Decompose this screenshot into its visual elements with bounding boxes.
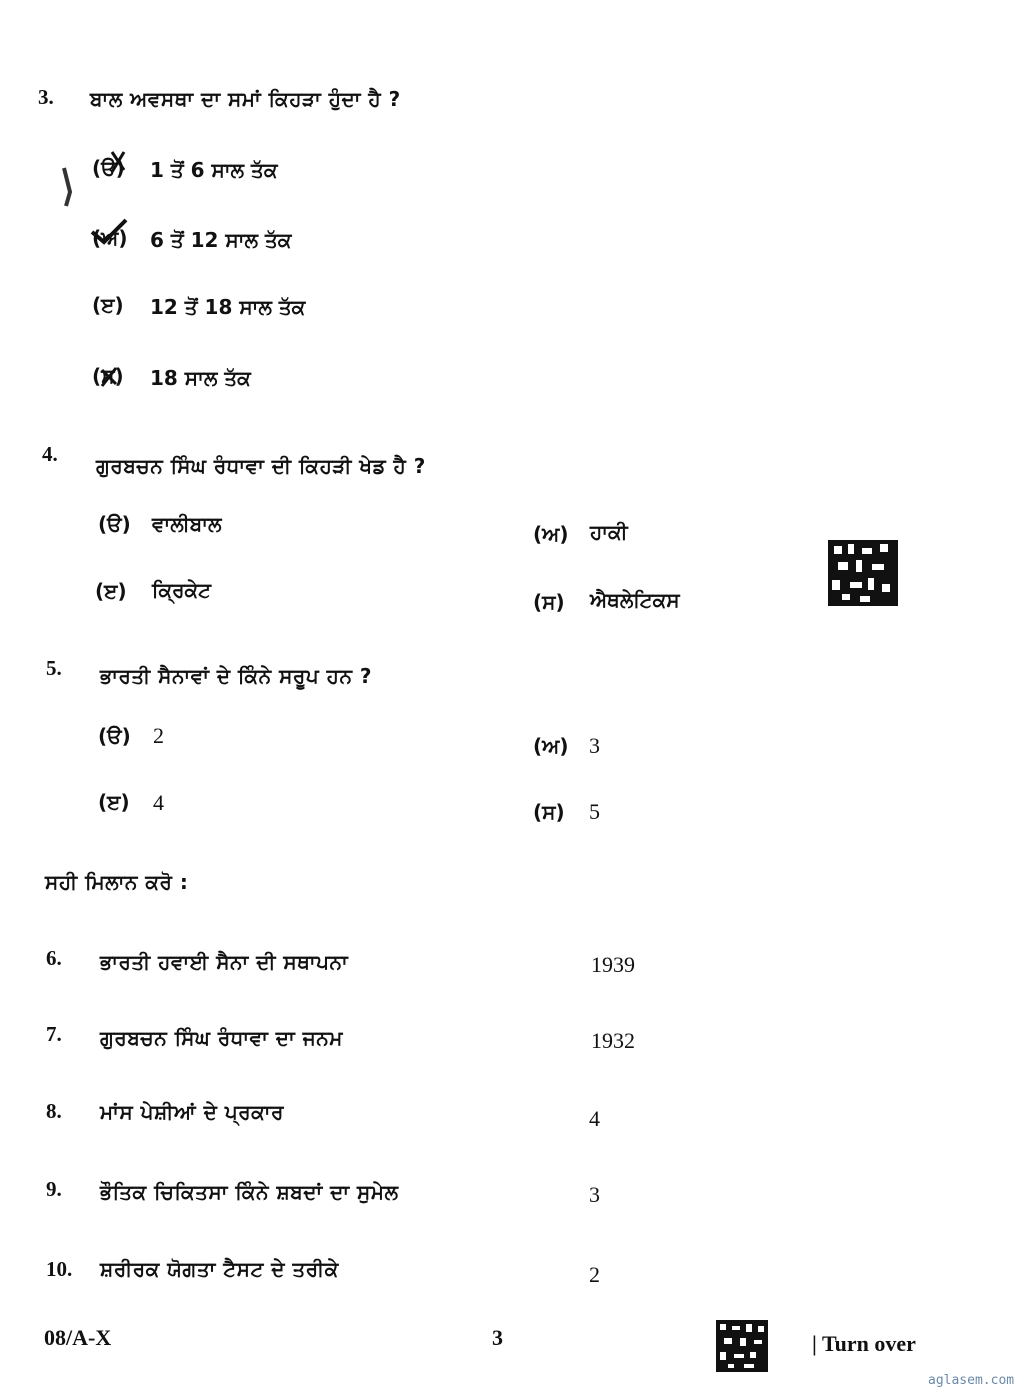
footer-datamatrix-code	[716, 1320, 768, 1372]
option-text: 4	[153, 790, 164, 815]
option-text: 2	[153, 723, 164, 748]
paper-code: 08/A-X	[44, 1325, 112, 1350]
match-answer: 2	[589, 1262, 600, 1287]
match-number: 9.	[46, 1177, 62, 1201]
option-text: ਵਾਲੀਬਾਲ	[152, 512, 222, 536]
section-heading: ਸਹੀ ਮਿਲਾਨ ਕਰੋ :	[45, 870, 189, 894]
option-label: (ਸ)	[533, 590, 565, 614]
option-label: (ੳ)	[92, 156, 125, 180]
match-answer: 4	[589, 1106, 600, 1131]
option-label: (ੳ)	[98, 724, 131, 748]
watermark: aglasem.com	[928, 1373, 1015, 1388]
match-text: ਗੁਰਬਚਨ ਸਿੰਘ ਰੰਧਾਵਾ ਦਾ ਜਨਮ	[100, 1026, 343, 1050]
match-number: 6.	[46, 946, 62, 970]
option-text: 3	[589, 733, 600, 758]
option-text: ਐਥਲੇਟਿਕਸ	[590, 588, 680, 612]
question-number: 4.	[42, 442, 58, 466]
question-text: ਗੁਰਬਚਨ ਸਿੰਘ ਰੰਧਾਵਾ ਦੀ ਕਿਹੜੀ ਖੇਡ ਹੈ ?	[96, 454, 426, 478]
option-label: (ਅ)	[533, 522, 569, 546]
match-text: ਸ਼ਰੀਰਕ ਯੋਗਤਾ ਟੈਸਟ ਦੇ ਤਰੀਕੇ	[100, 1257, 339, 1281]
match-number: 7.	[46, 1022, 62, 1046]
datamatrix-code	[828, 540, 898, 606]
option-label: (ੲ)	[92, 293, 124, 317]
option-label: (ਅ)	[533, 734, 569, 758]
option-text: 5	[589, 799, 600, 824]
match-number: 8.	[46, 1099, 62, 1123]
handwritten-marks	[52, 148, 142, 418]
option-text: 1 ਤੋਂ 6 ਸਾਲ ਤੱਕ	[150, 158, 278, 182]
option-text: 12 ਤੋਂ 18 ਸਾਲ ਤੱਕ	[150, 295, 306, 319]
match-answer: 1932	[591, 1028, 635, 1053]
match-answer: 3	[589, 1182, 600, 1207]
option-label: (ੲ)	[95, 579, 127, 603]
option-label: (ੲ)	[98, 790, 130, 814]
option-label: (ਸ)	[533, 800, 565, 824]
match-text: ਮਾਂਸ ਪੇਸ਼ੀਆਂ ਦੇ ਪ੍ਰਕਾਰ	[100, 1100, 284, 1124]
match-number: 10.	[46, 1257, 73, 1281]
page-number: 3	[492, 1325, 503, 1350]
match-answer: 1939	[591, 952, 635, 977]
question-number: 5.	[46, 656, 62, 680]
option-label: (ੳ)	[98, 512, 131, 536]
question-number: 3.	[38, 85, 54, 109]
option-text: ਹਾਕੀ	[590, 520, 628, 544]
option-text: 6 ਤੋਂ 12 ਸਾਲ ਤੱਕ	[150, 228, 292, 252]
match-text: ਭੌਤਿਕ ਚਿਕਿਤਸਾ ਕਿੰਨੇ ਸ਼ਬਦਾਂ ਦਾ ਸੁਮੇਲ	[100, 1180, 399, 1204]
option-label: (ਅ)	[92, 226, 128, 250]
question-text: ਭਾਰਤੀ ਸੈਨਾਵਾਂ ਦੇ ਕਿੰਨੇ ਸਰੂਪ ਹਨ ?	[100, 664, 373, 688]
option-label: (ਸ)	[92, 364, 124, 388]
option-text: ਕ੍ਰਿਕੇਟ	[152, 578, 211, 602]
question-text: ਬਾਲ ਅਵਸਥਾ ਦਾ ਸਮਾਂ ਕਿਹੜਾ ਹੁੰਦਾ ਹੈ ?	[90, 87, 401, 111]
option-text: 18 ਸਾਲ ਤੱਕ	[150, 366, 251, 390]
turn-over-note: | Turn over	[812, 1331, 916, 1356]
match-text: ਭਾਰਤੀ ਹਵਾਈ ਸੈਨਾ ਦੀ ਸਥਾਪਨਾ	[100, 950, 349, 974]
